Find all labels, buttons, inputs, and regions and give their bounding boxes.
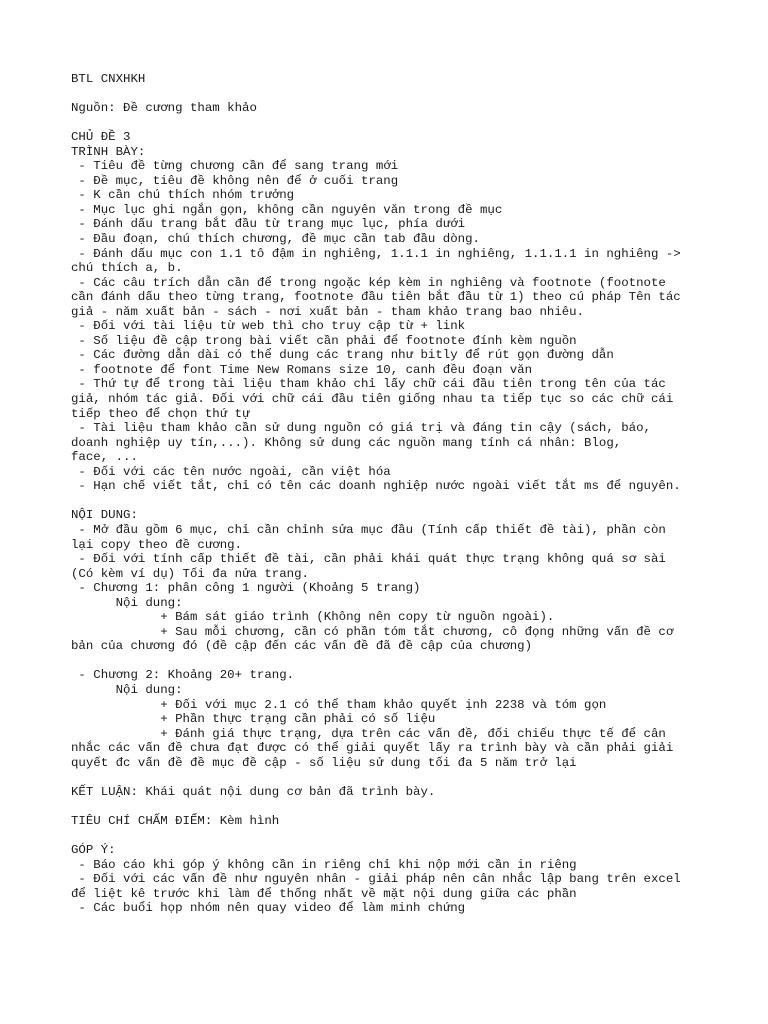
blank-line: [71, 799, 711, 814]
blank-line: [71, 828, 711, 843]
text-line: Nguồn: Đề cương tham khảo: [71, 101, 257, 116]
text-line: Nội dung:: [71, 595, 183, 610]
section-heading: CHỦ ĐỀ 3: [71, 130, 131, 145]
bullet-item: - Tiêu đề từng chương cần để sang trang mới: [71, 159, 399, 174]
text-line: bản của chương đó (đề cập đến các vấn đề đã đề cập của chương): [71, 639, 533, 654]
bullet-item: - footnote để font Time New Romans size 10, canh đều đoạn văn: [71, 362, 533, 377]
text-line: chú thích a, b.: [71, 261, 183, 276]
document-page: [71, 72, 711, 916]
text-line: giả, nhóm tác giả. Đối với chữ cái đầu tiên giống nhau ta tiếp tục so các chữ cái: [71, 392, 674, 407]
text-line: doanh nghiệp uy tín,...). Không sử dung các nguồn mang tính cá nhân: Blog,: [71, 435, 622, 450]
text-line: face, ...: [71, 450, 138, 465]
bullet-item: - Đầu đoạn, chú thích chương, đề mục cần tab đầu dòng.: [71, 232, 480, 247]
bullet-item: - Đánh dấu mục con 1.1 tô đậm in nghiêng, 1.1.1 in nghiêng, 1.1.1.1 in nghiêng ->: [71, 246, 681, 261]
blank-line: [71, 654, 711, 669]
sub-bullet-item: + Bám sát giáo trình (Không nên copy từ nguồn ngoài).: [71, 610, 555, 625]
bullet-item: - Đối với tính cấp thiết đề tài, cần phải khái quát thực trạng không quá sơ sài: [71, 552, 666, 567]
bullet-item: - Thứ tự để trong tài liệu tham khảo chỉ lấy chữ cái đầu tiên trong tên của tác: [71, 377, 666, 392]
bullet-item: - Tài liệu tham khảo cần sử dung nguồn có giá trị và đáng tin cậy (sách, báo,: [71, 421, 651, 436]
section-heading: TRÌNH BÀY:: [71, 144, 146, 159]
text-line: cần đánh dấu theo từng trang, footnote đầu tiên bắt đầu từ 1) theo cú pháp Tên tác: [71, 290, 681, 305]
blank-line: [71, 494, 711, 509]
bullet-item: - Số liệu đề cập trong bài viết cần phải để footnote đính kèm nguồn: [71, 333, 577, 348]
bullet-item: - Đối với các tên nước ngoài, cần việt hóa: [71, 464, 391, 479]
bullet-item: - Chương 1: phân công 1 người (Khoảng 5 trang): [71, 581, 421, 596]
bullet-item: - Đánh dấu trang bắt đầu từ trang mục lục, phía dưới: [71, 217, 466, 232]
text-line: tiếp theo để chọn thứ tự: [71, 406, 250, 421]
section-heading: KẾT LUẬN: Khái quát nội dung cơ bản đã trình bày.: [71, 784, 436, 799]
section-heading: TIÊU CHÍ CHẤM ĐIỂM: Kèm hình: [71, 813, 280, 828]
bullet-item: - Các đường dẫn dài có thể dung các trang như bitly để rút gọn đường dẫn: [71, 348, 614, 363]
bullet-item: - Các câu trích dẫn cần để trong ngoặc kép kèm in nghiêng và footnote (footnote: [71, 275, 666, 290]
blank-line: [71, 770, 711, 785]
bullet-item: - Các buổi họp nhóm nên quay video để làm minh chứng: [71, 901, 466, 916]
sub-bullet-item: + Đánh giá thực trạng, dựa trên các vấn đề, đối chiếu thực tế để cân: [71, 726, 666, 741]
bullet-item: - K cần chú thích nhóm trưởng: [71, 188, 295, 203]
bullet-item: - Mở đầu gồm 6 mục, chỉ cần chỉnh sửa mục đầu (Tính cấp thiết đề tài), phần còn: [71, 522, 666, 537]
text-line: giả - năm xuất bản - sách - nơi xuất bản - tham khảo trang bao nhiêu.: [71, 304, 585, 319]
text-line: nhắc các vấn đề chưa đạt được có thể giải quyết lấy ra trình bày và cần phải giải: [71, 741, 674, 756]
text-line: (Có kèm ví dụ) Tối đa nửa trang.: [71, 566, 309, 581]
blank-line: [71, 87, 711, 102]
text-line: Nội dung:: [71, 682, 183, 697]
bullet-item: - Mục lục ghi ngắn gọn, không cần nguyên văn trong đề mục: [71, 202, 503, 217]
sub-bullet-item: + Sau mỗi chương, cần có phần tóm tắt chương, cô đọng những vấn đề cơ: [71, 624, 674, 639]
section-heading: NỘI DUNG:: [71, 508, 138, 523]
bullet-item: - Hạn chế viết tắt, chỉ có tên các doanh nghiệp nước ngoài viết tắt ms để nguyên.: [71, 479, 681, 494]
bullet-item: - Báo cáo khi góp ý không cần in riêng chỉ khi nộp mới cần in riêng: [71, 857, 577, 872]
document-title: BTL CNXHKH: [71, 72, 146, 86]
section-heading: GÓP Ý:: [71, 842, 116, 857]
sub-bullet-item: + Đối với mục 2.1 có thể tham khảo quyết ịnh 2238 và tóm gọn: [71, 697, 607, 712]
blank-line: [71, 116, 711, 131]
sub-bullet-item: + Phần thực trạng cần phải có số liệu: [71, 712, 436, 727]
bullet-item: - Đề mục, tiêu đề không nên để ở cuối trang: [71, 173, 399, 188]
text-line: quyết đc vấn đề đề mục đề cập - số liệu sử dung tối đa 5 năm trở lại: [71, 755, 577, 770]
text-line: để liệt kê trước khi làm để thống nhất về mặt nội dung giữa các phần: [71, 886, 577, 901]
bullet-item: - Chương 2: Khoảng 20+ trang.: [71, 668, 295, 683]
bullet-item: - Đối với tài liệu từ web thì cho truy cập từ + link: [71, 319, 466, 334]
text-line: lại copy theo đề cương.: [71, 537, 243, 552]
bullet-item: - Đối với các vấn đề như nguyên nhân - giải pháp nên cân nhắc lập bang trên excel: [71, 872, 681, 887]
